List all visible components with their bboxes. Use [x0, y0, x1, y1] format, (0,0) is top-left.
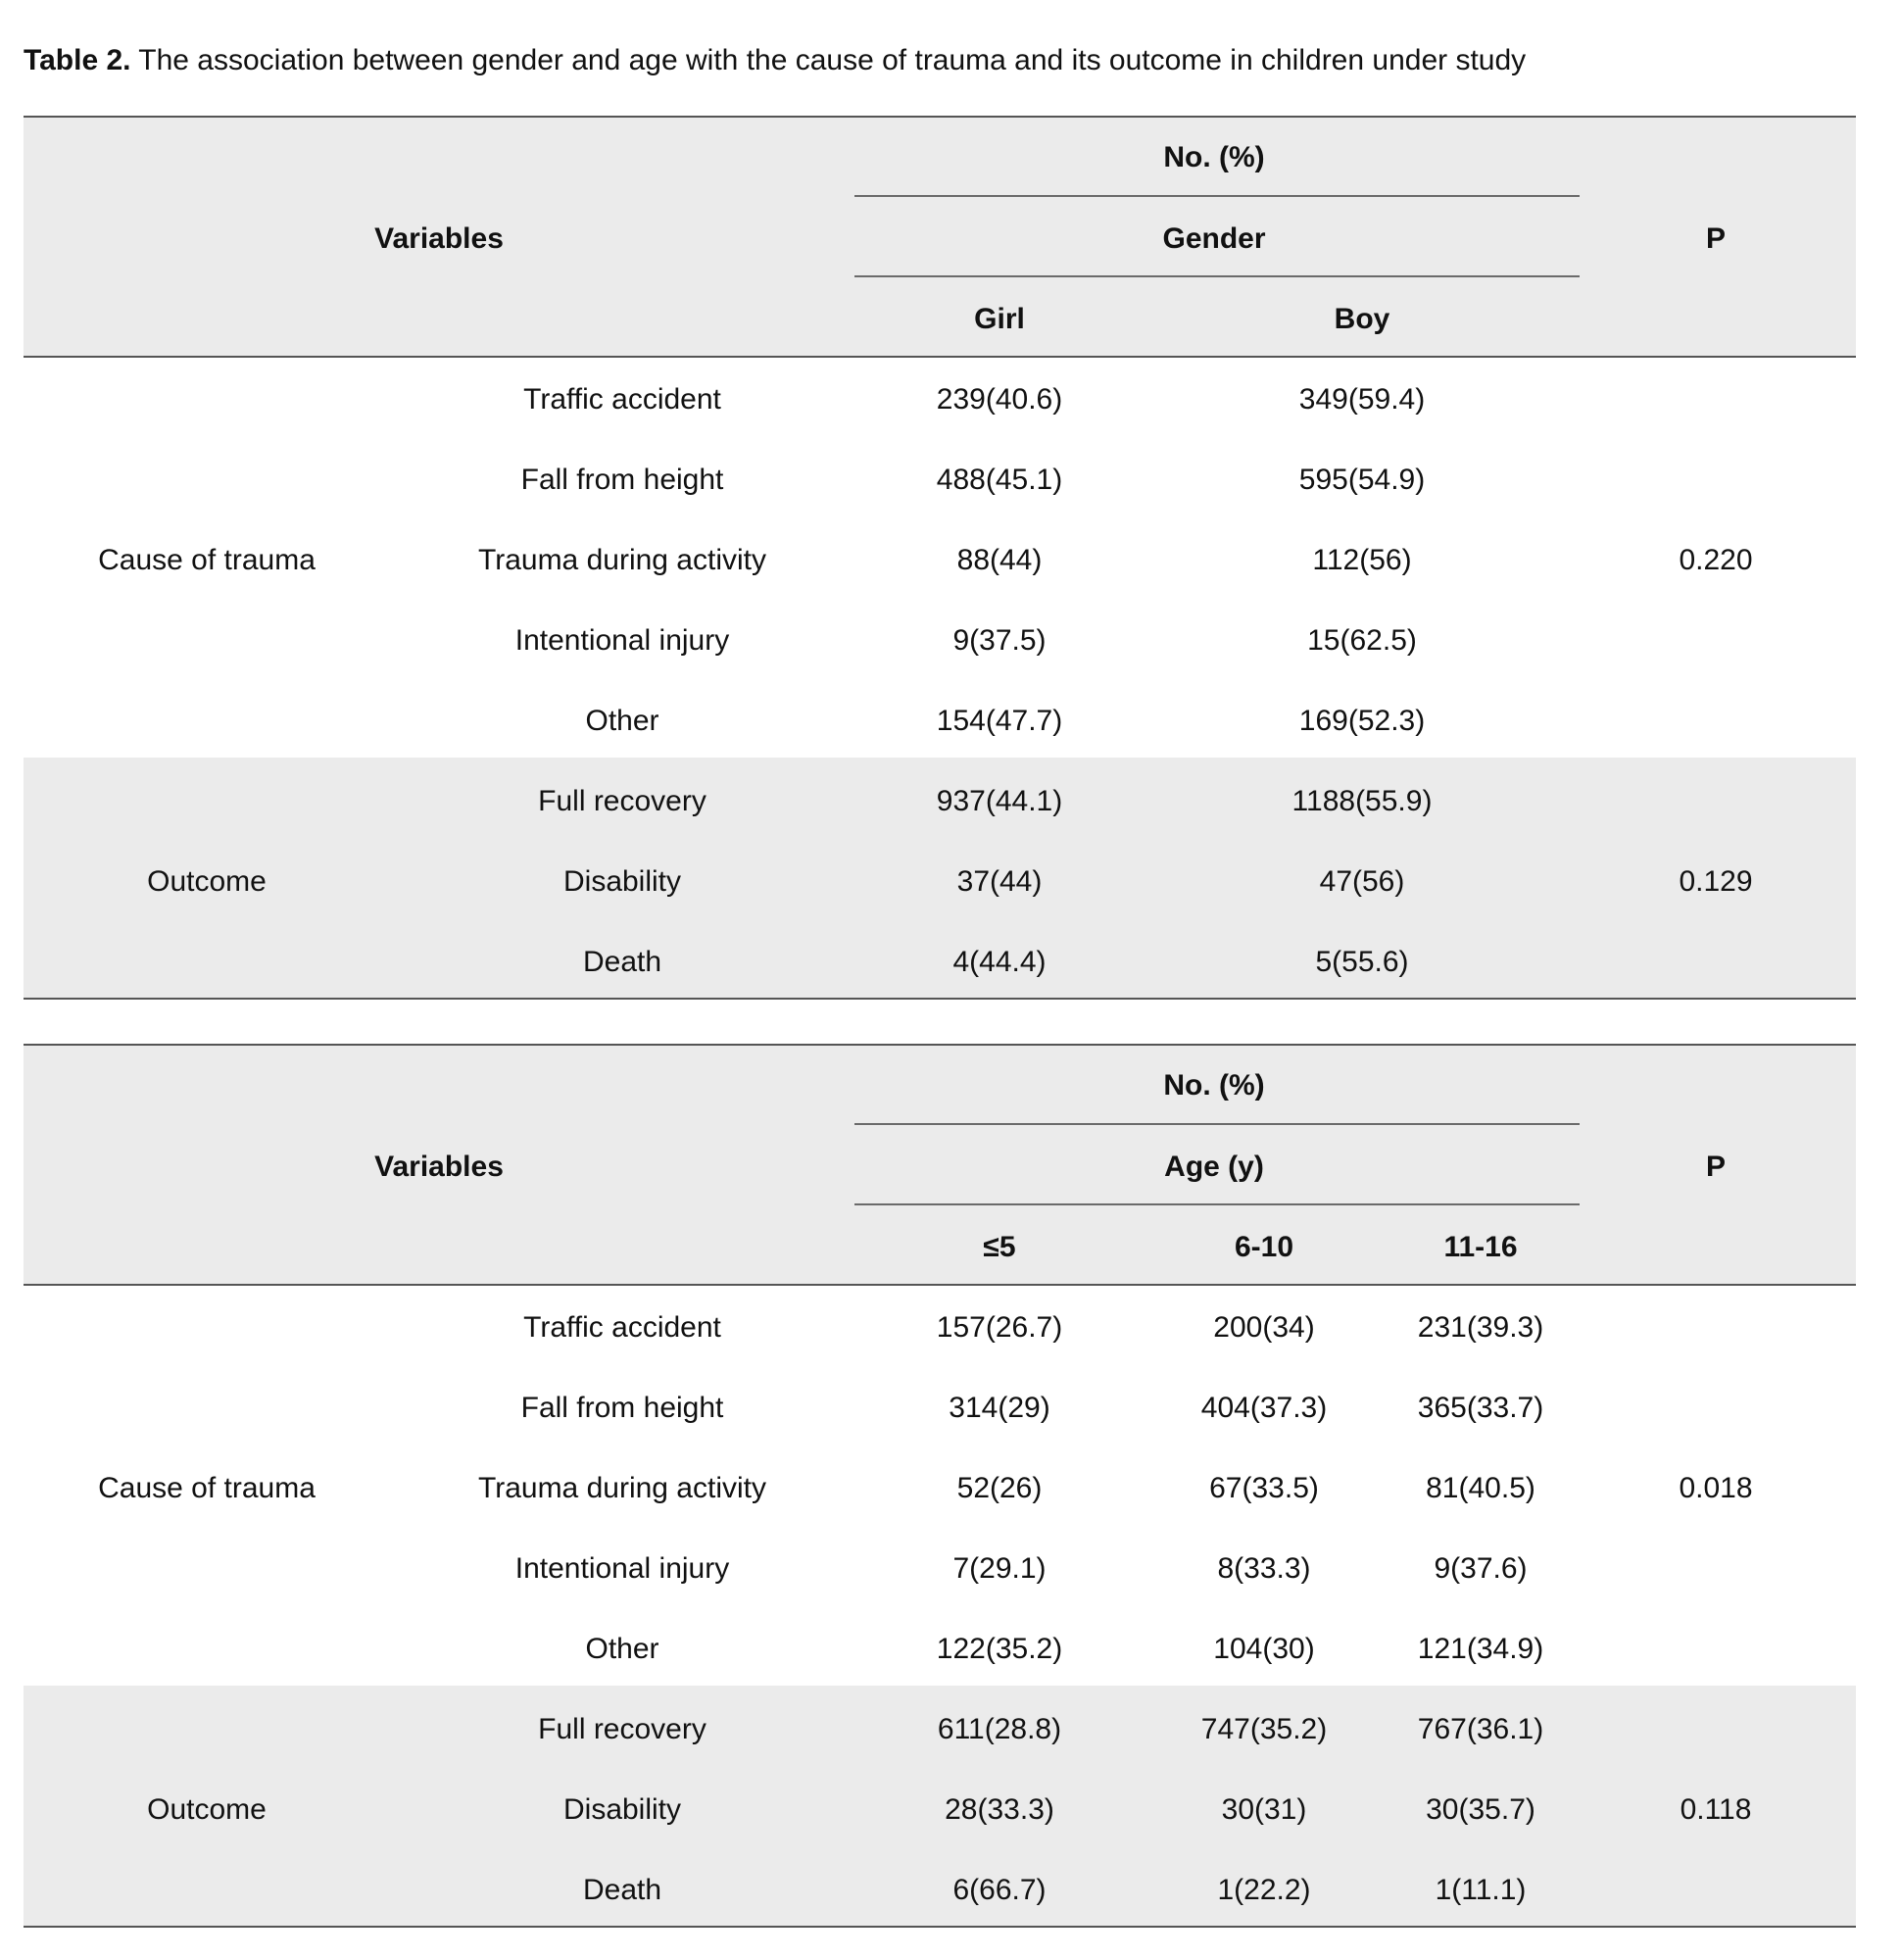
cell: 1(11.1) [1435, 1874, 1527, 1906]
p-value-outcome: 0.129 [1679, 865, 1753, 898]
row-label: Fall from height [520, 464, 724, 496]
row-label: Intentional injury [514, 624, 730, 657]
cell: 81(40.5) [1426, 1472, 1535, 1504]
cell: 5(55.6) [1315, 946, 1409, 978]
row-label: Trauma during activity [478, 1472, 766, 1504]
cell: 88(44) [956, 544, 1043, 576]
column-header-le5: ≤5 [983, 1231, 1016, 1263]
age-table [24, 1044, 1856, 1930]
row-label: Intentional injury [514, 1552, 730, 1585]
group-rule [854, 1123, 1580, 1125]
row-label: Other [585, 1633, 659, 1665]
cell: 30(31) [1221, 1793, 1307, 1826]
cell: 121(34.9) [1417, 1633, 1544, 1665]
cell: 28(33.3) [945, 1793, 1054, 1826]
cell: 1(22.2) [1217, 1874, 1311, 1906]
column-header-11-16: 11-16 [1443, 1231, 1518, 1263]
cell: 404(37.3) [1200, 1392, 1328, 1424]
cell: 937(44.1) [936, 785, 1063, 817]
row-label: Fall from height [520, 1392, 724, 1424]
cell: 200(34) [1213, 1311, 1315, 1344]
group-header: No. (%) [1163, 1069, 1265, 1102]
header-rule [24, 1284, 1856, 1286]
cell: 15(62.5) [1307, 624, 1417, 657]
bottom-rule [24, 1926, 1856, 1928]
cell: 231(39.3) [1417, 1311, 1544, 1344]
variables-header: Variables [374, 222, 504, 255]
group-label-cause: Cause of trauma [98, 544, 316, 576]
cell: 154(47.7) [936, 705, 1063, 737]
p-value-outcome: 0.118 [1680, 1793, 1752, 1826]
p-value-cause: 0.018 [1679, 1472, 1753, 1504]
row-label: Other [585, 705, 659, 737]
cell: 7(29.1) [952, 1552, 1047, 1585]
row-label: Traffic accident [523, 1311, 721, 1344]
cell: 112(56) [1312, 544, 1412, 576]
cell: 767(36.1) [1417, 1713, 1544, 1745]
cell: 611(28.8) [937, 1713, 1062, 1745]
group-label-outcome: Outcome [147, 1793, 267, 1826]
cell: 37(44) [956, 865, 1043, 898]
group-label-cause: Cause of trauma [98, 1472, 316, 1504]
gender-table [24, 116, 1856, 1002]
cell: 349(59.4) [1298, 383, 1426, 416]
column-header-boy: Boy [1334, 303, 1390, 335]
row-label: Trauma during activity [478, 544, 766, 576]
cell: 747(35.2) [1200, 1713, 1328, 1745]
row-label: Full recovery [538, 1713, 706, 1745]
cell: 239(40.6) [936, 383, 1063, 416]
cell: 8(33.3) [1217, 1552, 1311, 1585]
subgroup-header: Gender [1162, 222, 1266, 255]
bottom-rule [24, 998, 1856, 1000]
row-label: Disability [562, 1793, 682, 1826]
row-label: Traffic accident [523, 383, 721, 416]
cell: 365(33.7) [1417, 1392, 1544, 1424]
cell: 6(66.7) [952, 1874, 1047, 1906]
row-label: Death [582, 1874, 662, 1906]
cell: 67(33.5) [1209, 1472, 1319, 1504]
header-shading [24, 1044, 1856, 1286]
group-rule [854, 195, 1580, 197]
header-shading [24, 116, 1856, 358]
subgroup-rule [854, 275, 1580, 277]
group-label-outcome: Outcome [147, 865, 267, 898]
table-caption [24, 41, 1526, 80]
variables-header: Variables [374, 1151, 504, 1183]
row-label: Disability [562, 865, 682, 898]
cell: 47(56) [1319, 865, 1405, 898]
top-rule [24, 116, 1856, 118]
p-value-cause: 0.220 [1679, 544, 1753, 576]
cell: 122(35.2) [936, 1633, 1063, 1665]
p-header: P [1705, 222, 1727, 255]
caption-label: Table 2. [24, 44, 131, 76]
cell: 595(54.9) [1298, 464, 1426, 496]
p-header: P [1705, 1151, 1727, 1183]
subgroup-header: Age (y) [1164, 1151, 1264, 1183]
row-label: Death [582, 946, 662, 978]
top-rule [24, 1044, 1856, 1046]
row-label: Full recovery [538, 785, 706, 817]
cell: 9(37.6) [1434, 1552, 1528, 1585]
caption-text: The association between gender and age with the cause of trauma and its outcome in children under study [130, 44, 1527, 76]
cell: 1188(55.9) [1291, 785, 1433, 817]
subgroup-rule [854, 1203, 1580, 1205]
cell: 9(37.5) [952, 624, 1047, 657]
header-rule [24, 356, 1856, 358]
cell: 169(52.3) [1298, 705, 1426, 737]
cell: 314(29) [949, 1392, 1050, 1424]
column-header-girl: Girl [974, 303, 1025, 335]
cell: 104(30) [1213, 1633, 1315, 1665]
cell: 30(35.7) [1426, 1793, 1535, 1826]
cell: 52(26) [956, 1472, 1043, 1504]
column-header-6-10: 6-10 [1234, 1231, 1294, 1263]
group-header: No. (%) [1163, 141, 1265, 173]
cell: 488(45.1) [936, 464, 1063, 496]
cell: 157(26.7) [936, 1311, 1063, 1344]
cell: 4(44.4) [952, 946, 1047, 978]
